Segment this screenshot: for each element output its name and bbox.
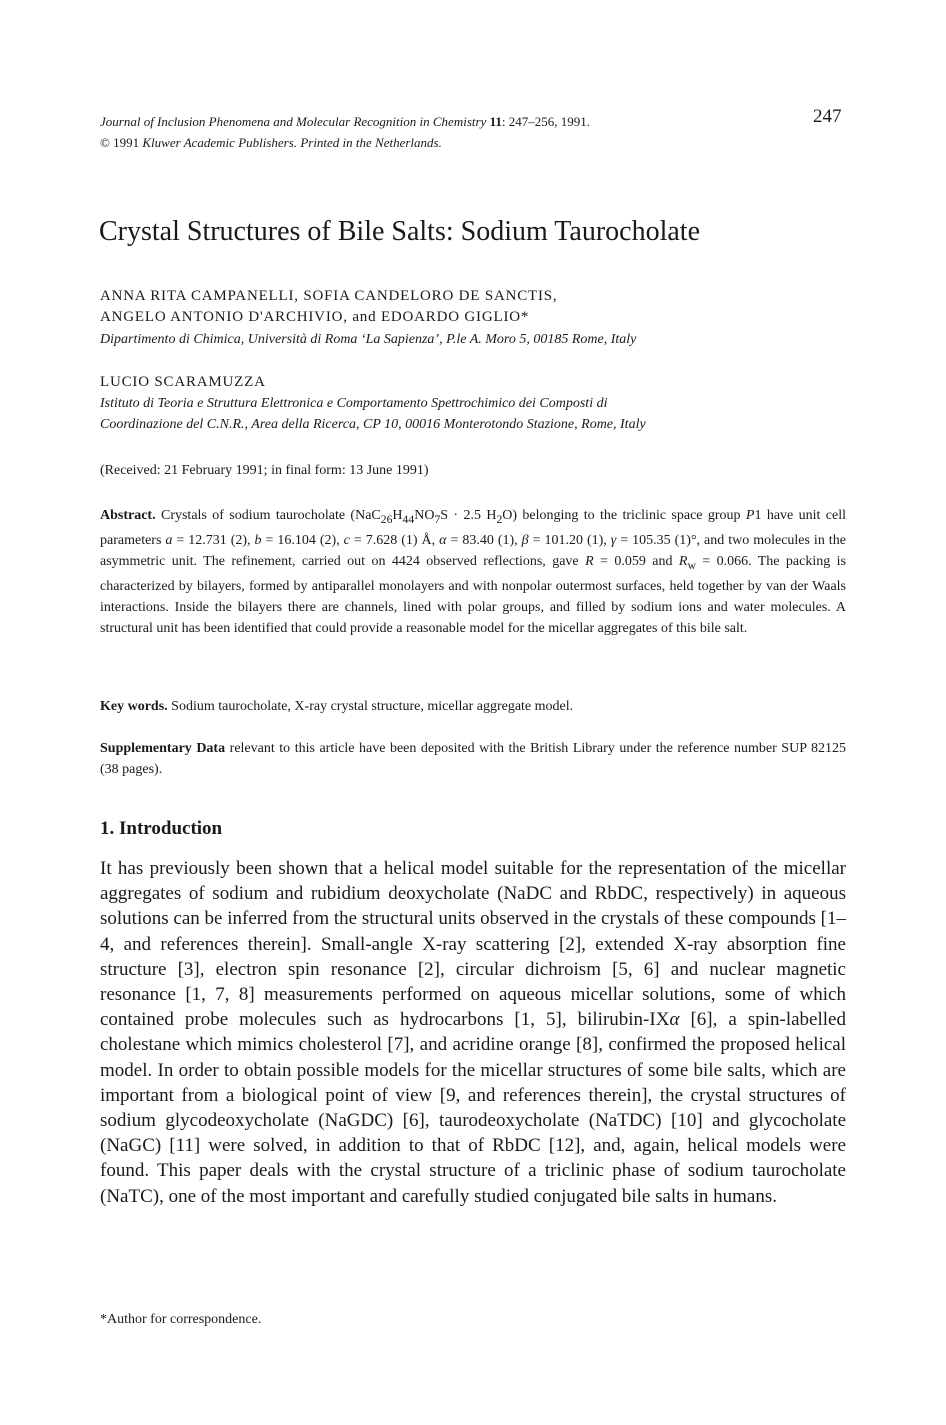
- math-symbol: β: [521, 532, 529, 548]
- math-symbol: P: [745, 508, 755, 523]
- journal-citation: [100, 111, 780, 153]
- abstract-text: = 0.059 and: [593, 553, 679, 569]
- publisher: Kluwer Academic Publishers.: [142, 135, 298, 150]
- body-text: [6], a spin-labelled cholestane which mimics cholesterol [7], and acridine orange [8], confirmed the proposed helical model. In order to obtain possible models for the micellar structures of some bile salts, which are important from a biological point of view [9, and references therein], the crystal structures of sodium glycodeoxycholate (NaGDC) [6], taurodeoxycholate (NaTDC) [10] and glycocholate (NaGC) [11] were solved, in addition to that of RbDC [12], and, again, helical models were found. This paper deals with the crystal structure of a triclinic phase of sodium taurocholate (NaTC), one of the most important and carefully studied conjugated bile salts in humans.: [100, 1009, 846, 1207]
- math-symbol: R: [585, 553, 594, 569]
- abstract-text: H: [392, 508, 403, 523]
- supplementary-data: [100, 738, 846, 780]
- footnote: *Author for correspondence.: [100, 1312, 262, 1327]
- body-text: It has previously been shown that a helical model suitable for the representation of the micellar aggregates of sodium and rubidium deoxycholate (NaDC and RbDC, respectively) in aqueous solutions can be inferred from the structural units observed in the crystals of these compounds [1–4, and references therein]. Small-angle X-ray scattering [2], extended X-ray absorption fine structure [3], electron spin resonance [2], circular dichroism [5, 6] and nuclear magnetic resonance [1, 7, 8] measurements performed on aqueous micellar solutions, some of which contained probe molecules such as hydrocarbons [1, 5], bilirubin-IX: [100, 858, 846, 1031]
- math-symbol: a: [165, 532, 173, 548]
- received-dates: (Received: 21 February 1991; in final form: 13 June 1991): [100, 463, 429, 478]
- keywords-label: Key words.: [100, 699, 168, 714]
- subscript: 7: [434, 512, 441, 526]
- math-symbol: α: [669, 1009, 680, 1031]
- abstract-text: = 101.20 (1),: [528, 532, 611, 548]
- abstract-text: Crystals of sodium taurocholate (NaC: [160, 508, 381, 523]
- math-symbol: α: [439, 532, 447, 548]
- paper-title: Crystal Structures of Bile Salts: Sodium Taurocholate: [99, 216, 701, 247]
- abstract: [100, 505, 846, 639]
- affiliation-1: Dipartimento di Chimica, Università di Roma ‘La Sapienza’, P.le A. Moro 5, 00185 Rome, Italy: [100, 332, 637, 347]
- authors-line-2: ANGELO ANTONIO D'ARCHIVIO, and EDOARDO GIGLIO*: [100, 309, 530, 325]
- journal-line-1: [100, 111, 780, 132]
- authors-line-1: ANNA RITA CAMPANELLI, SOFIA CANDELORO DE SANCTIS,: [100, 288, 558, 304]
- journal-line-2: [100, 132, 780, 153]
- abstract-text: 1 have unit cell parameters: [100, 508, 846, 548]
- page-number: 247: [813, 106, 842, 127]
- affiliation-2-line-1: Istituto di Teoria e Struttura Elettronica e Comportamento Spettrochimico dei Composti di: [100, 396, 608, 411]
- math-symbol: R: [678, 553, 688, 569]
- affiliation-2: [100, 393, 860, 435]
- math-symbol: b: [254, 532, 262, 548]
- abstract-text: O) belonging to the triclinic space group: [502, 508, 746, 523]
- abstract-text: = 7.628 (1) Å,: [349, 532, 440, 548]
- keywords: [100, 696, 846, 717]
- printed-in: Printed in the Netherlands.: [300, 135, 442, 150]
- author-second-group: LUCIO SCARAMUZZA: [100, 374, 266, 390]
- abstract-text: S · 2.5 H: [440, 508, 497, 523]
- abstract-label: Abstract.: [100, 508, 156, 523]
- subscript: 2: [496, 512, 503, 526]
- abstract-text: = 105.35 (1)°, and two molecules in the asymmetric unit. The refinement, carried out on 4424 observed reflections, gave: [100, 532, 846, 569]
- abstract-text: = 83.40 (1),: [446, 532, 522, 548]
- journal-name: Journal of Inclusion Phenomena and Molecular Recognition in Chemistry: [100, 114, 487, 129]
- keywords-text: Sodium taurocholate, X-ray crystal structure, micellar aggregate model.: [171, 699, 574, 714]
- subscript: w: [687, 558, 696, 572]
- section-heading-introduction: 1. Introduction: [100, 818, 223, 839]
- abstract-text: = 12.731 (2),: [172, 532, 255, 548]
- copyright: © 1991: [100, 135, 140, 150]
- supplementary-text: relevant to this article have been deposited with the British Library under the reference number SUP 82125 (38 pages).: [100, 741, 847, 777]
- abstract-text: NO: [414, 508, 435, 523]
- journal-volume: 11: [489, 114, 502, 129]
- author-list: [100, 286, 860, 328]
- affiliation-2-line-2: Coordinazione del C.N.R., Area della Ricerca, CP 10, 00016 Monterotondo Stazione, Rome, Italy: [100, 417, 646, 432]
- journal-pages: : 247–256, 1991.: [501, 114, 590, 129]
- math-symbol: c: [343, 532, 350, 548]
- subscript: 44: [402, 512, 415, 526]
- introduction-paragraph: [100, 856, 846, 1209]
- supplementary-label: Supplementary Data: [100, 741, 226, 756]
- subscript: 26: [380, 512, 393, 526]
- abstract-text: = 0.066. The packing is characterized by bilayers, formed by antiparallel monolayers and with nonpolar outermost surfaces, held together by van der Waals interactions. Inside the bilayers there are channels, lined with polar groups, and filled by sodium ions and water molecules. A structural unit has been identified that could provide a reasonable model for the micellar aggregates of this bile salt.: [100, 553, 846, 636]
- math-symbol: γ: [610, 532, 617, 548]
- abstract-text: = 16.104 (2),: [261, 532, 344, 548]
